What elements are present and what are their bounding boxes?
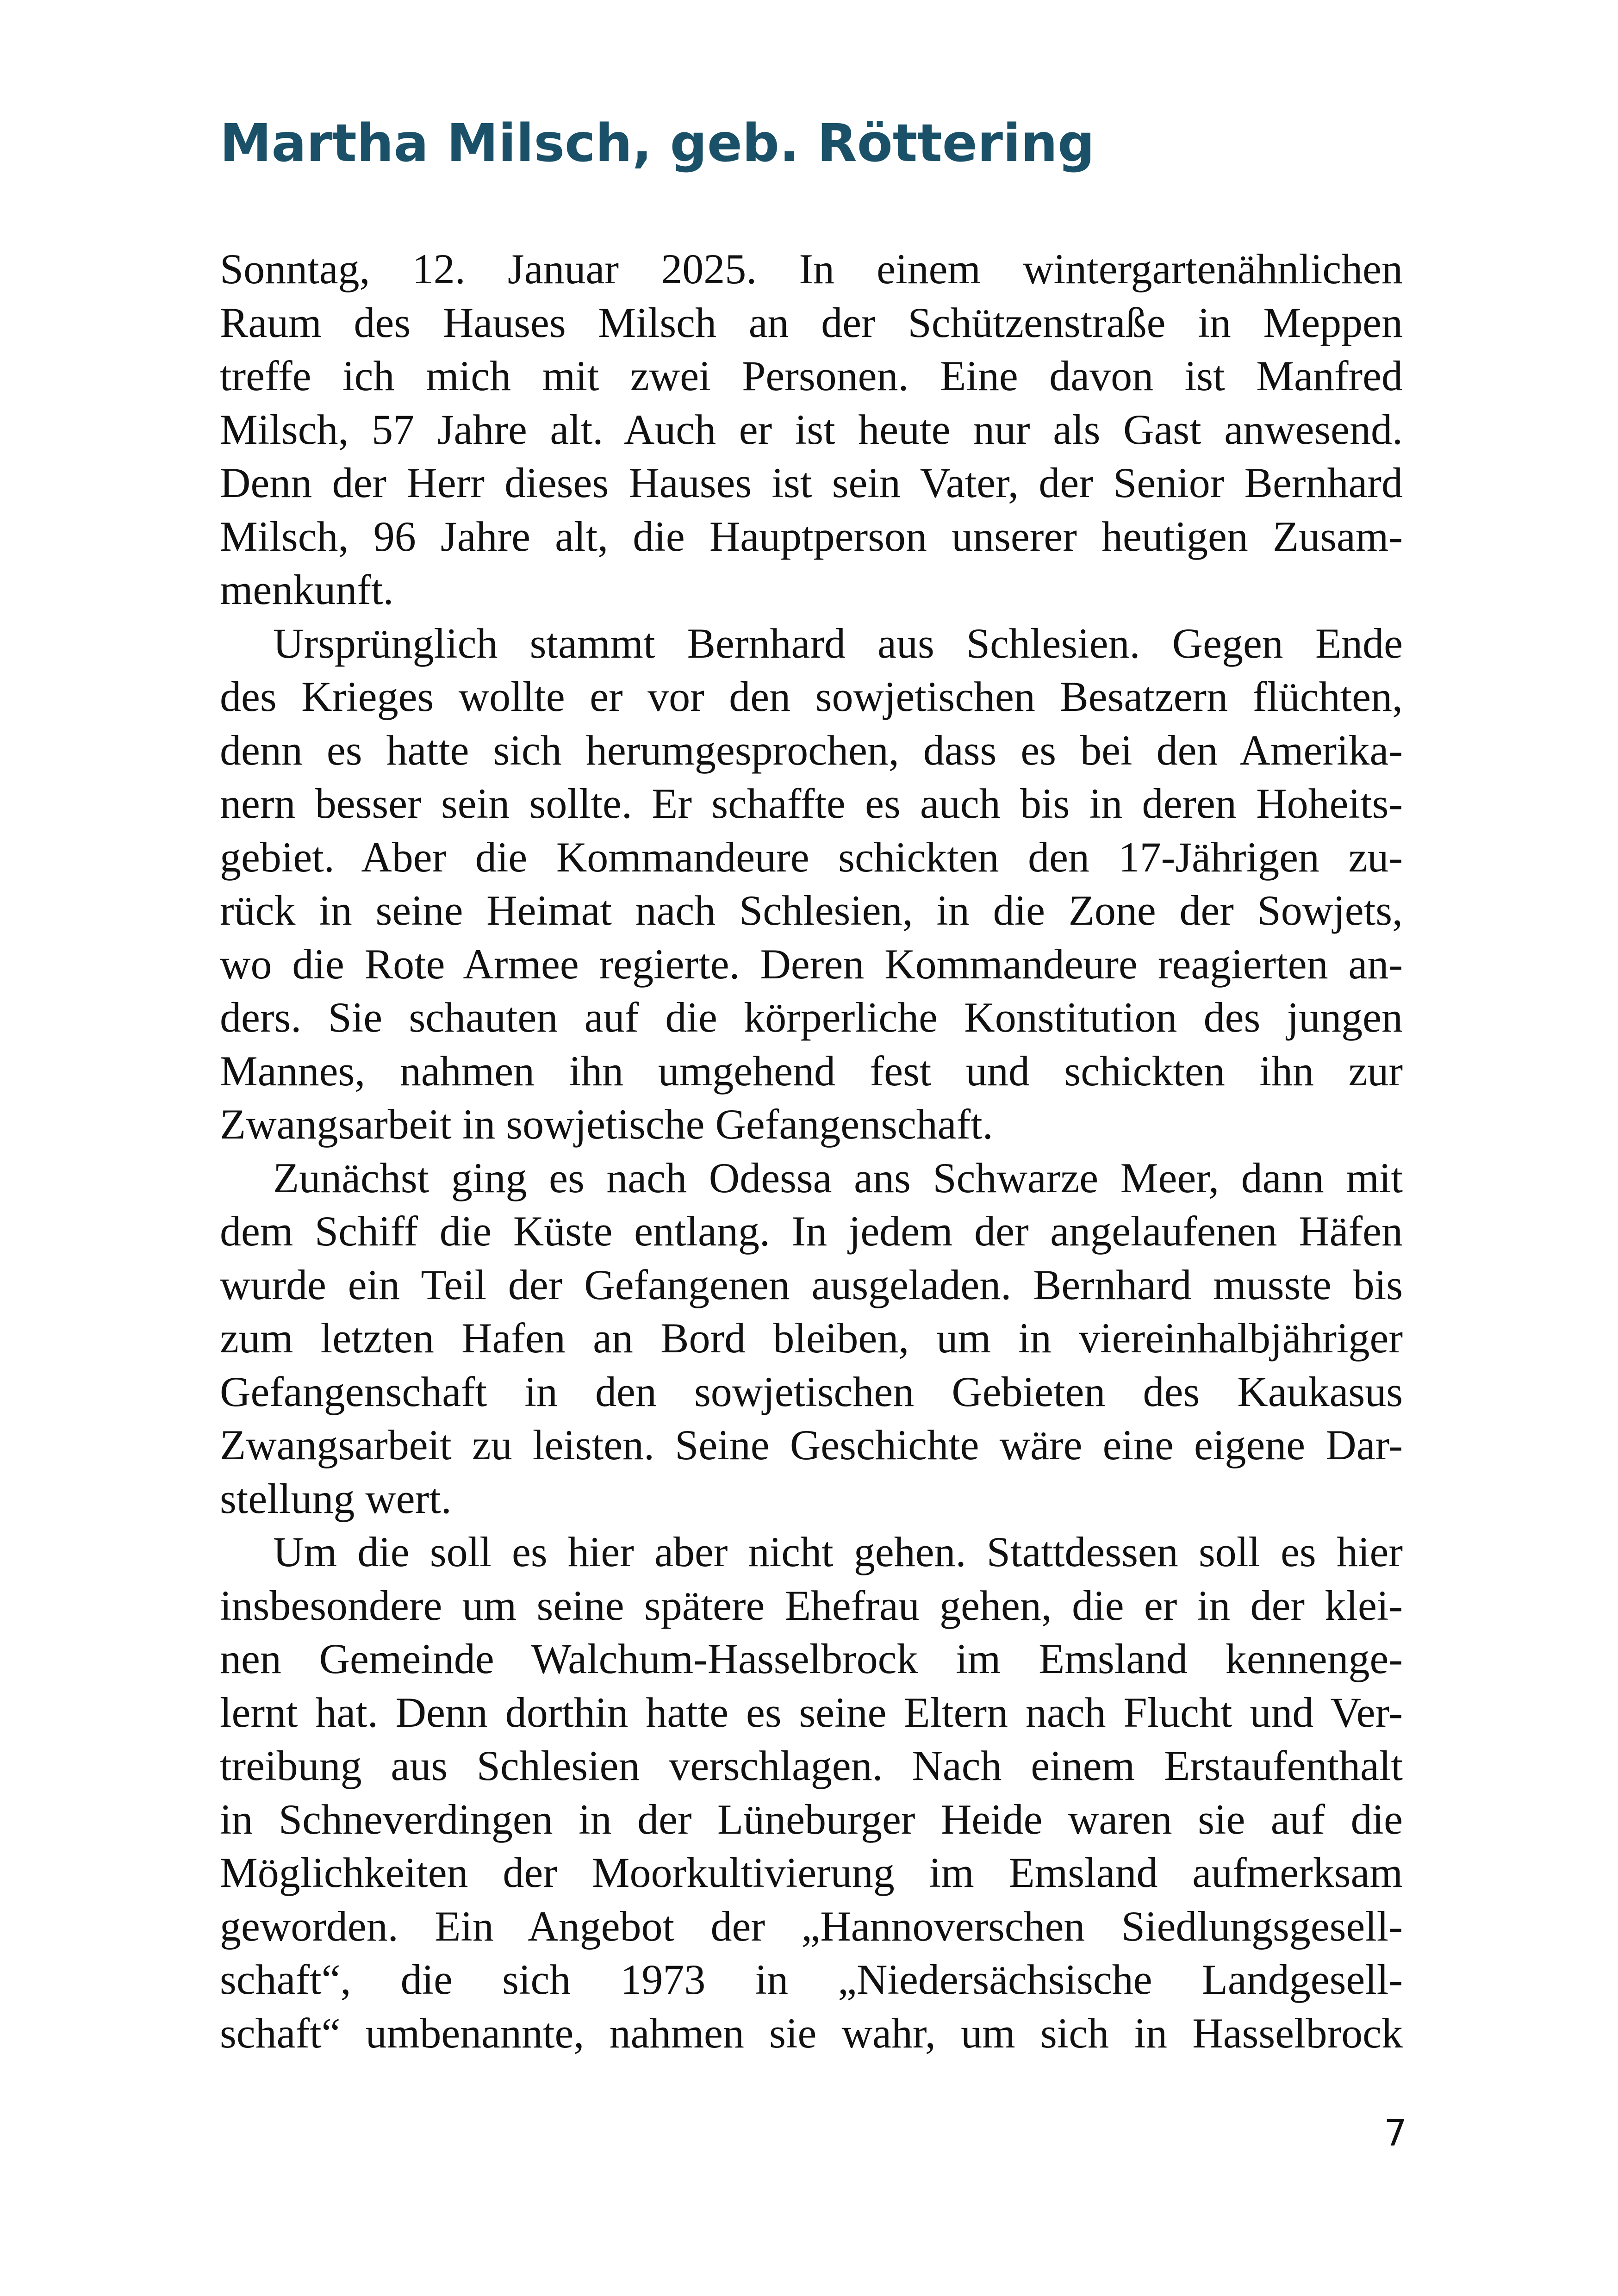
text-line: Milsch, 96 Jahre alt, die Hauptperson unserer heutigen Zusam- bbox=[220, 512, 1403, 560]
text-line: Möglichkeiten der Moorkultivierung im Emsland aufmerksam bbox=[220, 1849, 1403, 1896]
text-line: treibung aus Schlesien verschlagen. Nach einem Erstaufenthalt bbox=[220, 1742, 1403, 1789]
text-line: insbesondere um seine spätere Ehefrau gehen, die er in der klei- bbox=[220, 1581, 1403, 1629]
text-line: zum letzten Hafen an Bord bleiben, um in viereinhalbjähriger bbox=[220, 1314, 1403, 1362]
paragraph bbox=[220, 1525, 1403, 2060]
text-line: geworden. Ein Angebot der „Hannoverschen Siedlungsgesell- bbox=[220, 1902, 1403, 1950]
text-line: Gefangenschaft in den sowjetischen Gebieten des Kaukasus bbox=[220, 1368, 1403, 1415]
text-line: denn es hatte sich herumgesprochen, dass es bei den Amerika- bbox=[220, 726, 1403, 774]
text-line: schaft“ umbenannte, nahmen sie wahr, um sich in Hasselbrock bbox=[220, 2009, 1403, 2057]
text-line: schaft“, die sich 1973 in „Niedersächsische Landgesell- bbox=[220, 1956, 1403, 2003]
text-line: in Schneverdingen in der Lüneburger Heide waren sie auf die bbox=[220, 1795, 1403, 1843]
text-line: ders. Sie schauten auf die körperliche Konstitution des jungen bbox=[220, 994, 1403, 1041]
chapter-title: Martha Milsch, geb. Röttering bbox=[220, 113, 1095, 174]
text-line: Ursprünglich stammt Bernhard aus Schlesien. Gegen Ende bbox=[273, 619, 1403, 667]
body-text bbox=[220, 243, 1403, 2060]
text-line: lernt hat. Denn dorthin hatte es seine Eltern nach Flucht und Ver- bbox=[220, 1688, 1403, 1736]
text-line: nen Gemeinde Walchum-Hasselbrock im Emsland kennenge- bbox=[220, 1635, 1403, 1682]
text-line: Sonntag, 12. Januar 2025. In einem wintergartenähnlichen bbox=[220, 245, 1403, 292]
text-line: Um die soll es hier aber nicht gehen. Stattdessen soll es hier bbox=[273, 1528, 1403, 1575]
text-line: menkunft. bbox=[220, 566, 394, 613]
text-line: des Krieges wollte er vor den sowjetischen Besatzern flüchten, bbox=[220, 673, 1403, 720]
text-line: nern besser sein sollte. Er schaffte es auch bis in deren Hoheits- bbox=[220, 780, 1403, 827]
text-line: wurde ein Teil der Gefangenen ausgeladen. Bernhard musste bis bbox=[220, 1261, 1403, 1308]
text-line: stellung wert. bbox=[220, 1475, 452, 1522]
text-line: Raum des Hauses Milsch an der Schützenstraße in Meppen bbox=[220, 299, 1403, 346]
page-number: 7 bbox=[1384, 2113, 1407, 2154]
text-line: Zwangsarbeit in sowjetische Gefangenschaft. bbox=[220, 1101, 993, 1148]
text-line: wo die Rote Armee regierte. Deren Kommandeure reagierten an- bbox=[220, 940, 1403, 988]
text-line: rück in seine Heimat nach Schlesien, in die Zone der Sowjets, bbox=[220, 887, 1403, 934]
text-line: Denn der Herr dieses Hauses ist sein Vater, der Senior Bernhard bbox=[220, 459, 1403, 506]
text-line: Mannes, nahmen ihn umgehend fest und schickten ihn zur bbox=[220, 1047, 1403, 1095]
text-line: gebiet. Aber die Kommandeure schickten den 17-Jährigen zu- bbox=[220, 833, 1403, 881]
paragraph bbox=[220, 243, 1403, 617]
text-line: dem Schiff die Küste entlang. In jedem der angelaufenen Häfen bbox=[220, 1207, 1403, 1255]
text-line: treffe ich mich mit zwei Personen. Eine davon ist Manfred bbox=[220, 352, 1403, 399]
text-line: Milsch, 57 Jahre alt. Auch er ist heute nur als Gast anwesend. bbox=[220, 405, 1403, 453]
text-line: Zunächst ging es nach Odessa ans Schwarze Meer, dann mit bbox=[273, 1154, 1403, 1201]
paragraph bbox=[220, 1151, 1403, 1526]
text-line: Zwangsarbeit zu leisten. Seine Geschichte wäre eine eigene Dar- bbox=[220, 1421, 1403, 1468]
paragraph bbox=[220, 617, 1403, 1151]
